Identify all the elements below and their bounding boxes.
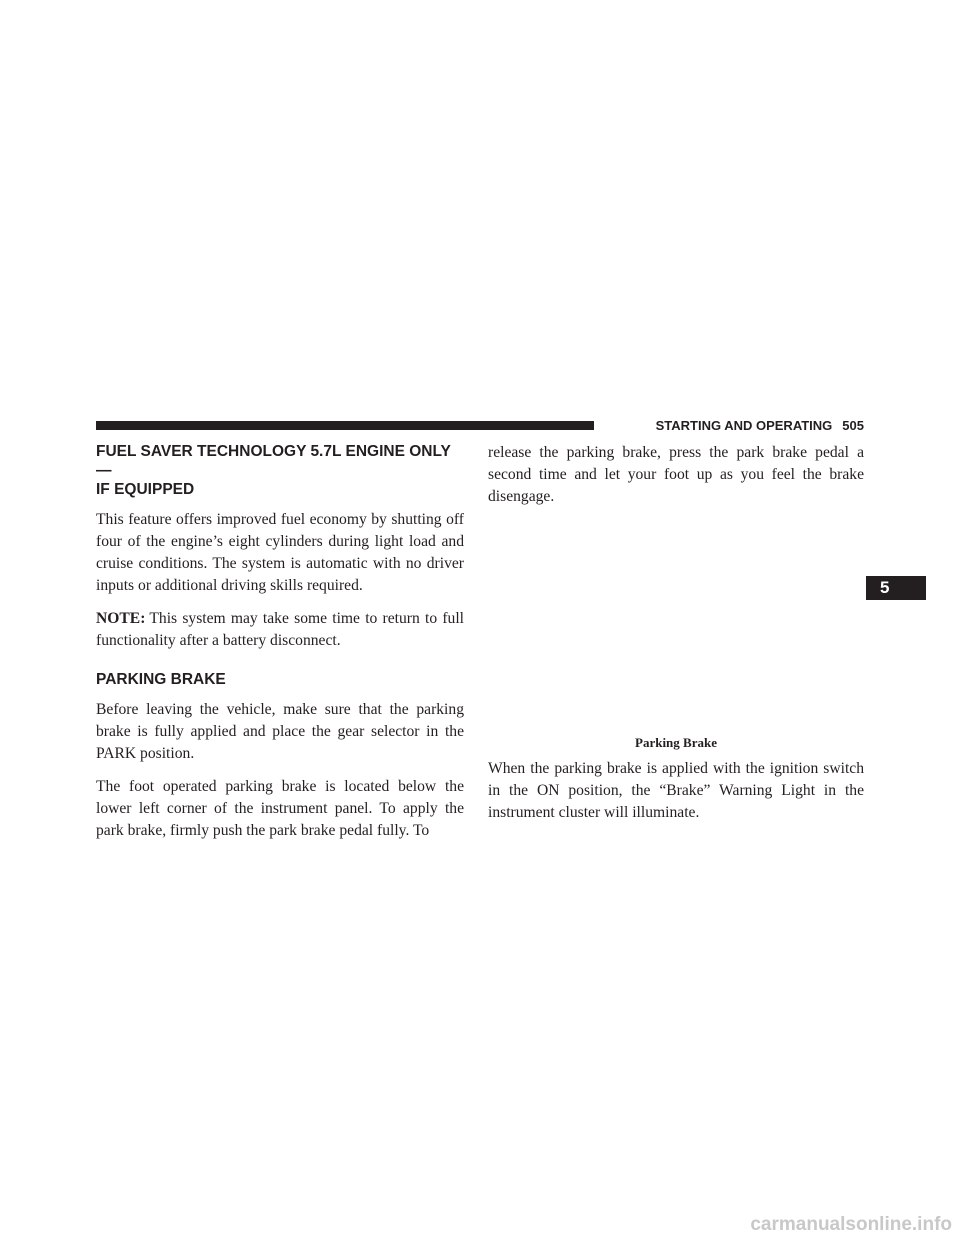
section-title: STARTING AND OPERATING: [655, 418, 833, 433]
fuel-saver-heading-line1: FUEL SAVER TECHNOLOGY 5.7L ENGINE ONLY —: [96, 443, 451, 479]
fuel-saver-heading: [96, 442, 464, 499]
parking-brake-heading: PARKING BRAKE: [96, 671, 226, 688]
left-column: [96, 442, 464, 853]
chapter-tab: 5: [866, 576, 926, 600]
page-number: 505: [842, 418, 864, 433]
parking-brake-figure: [488, 519, 864, 731]
note-label: NOTE:: [96, 610, 146, 627]
parking-paragraph-1: Before leaving the vehicle, make sure that the parking brake is fully applied and place the gear selector in the PARK position.: [96, 701, 464, 762]
right-column: [488, 442, 864, 835]
note-paragraph: [96, 608, 464, 652]
parking-paragraph-2: The foot operated parking brake is located below the lower left corner of the instrument panel. To apply the park brake, firmly push the park brake pedal fully. To: [96, 778, 464, 839]
note-text: This system may take some time to return to full functionality after a battery disconnect.: [96, 610, 464, 649]
figure-caption: Parking Brake: [635, 735, 717, 750]
header-rule: [96, 421, 594, 430]
running-header: [610, 417, 864, 435]
fuel-saver-heading-line2: IF EQUIPPED: [96, 481, 195, 498]
fuel-saver-paragraph: This feature offers improved fuel economy by shutting off four of the engine’s eight cylinders during light load and cruise conditions. The system is automatic with no driver inputs or additional driving skills required.: [96, 511, 464, 594]
continuation-paragraph: release the parking brake, press the park brake pedal a second time and let your foot up as you feel the brake disengage.: [488, 444, 864, 505]
warning-paragraph: When the parking brake is applied with the ignition switch in the ON position, the “Brake” Warning Light in the instrument cluster will illuminate.: [488, 760, 864, 821]
watermark: carmanualsonline.info: [750, 1214, 952, 1235]
